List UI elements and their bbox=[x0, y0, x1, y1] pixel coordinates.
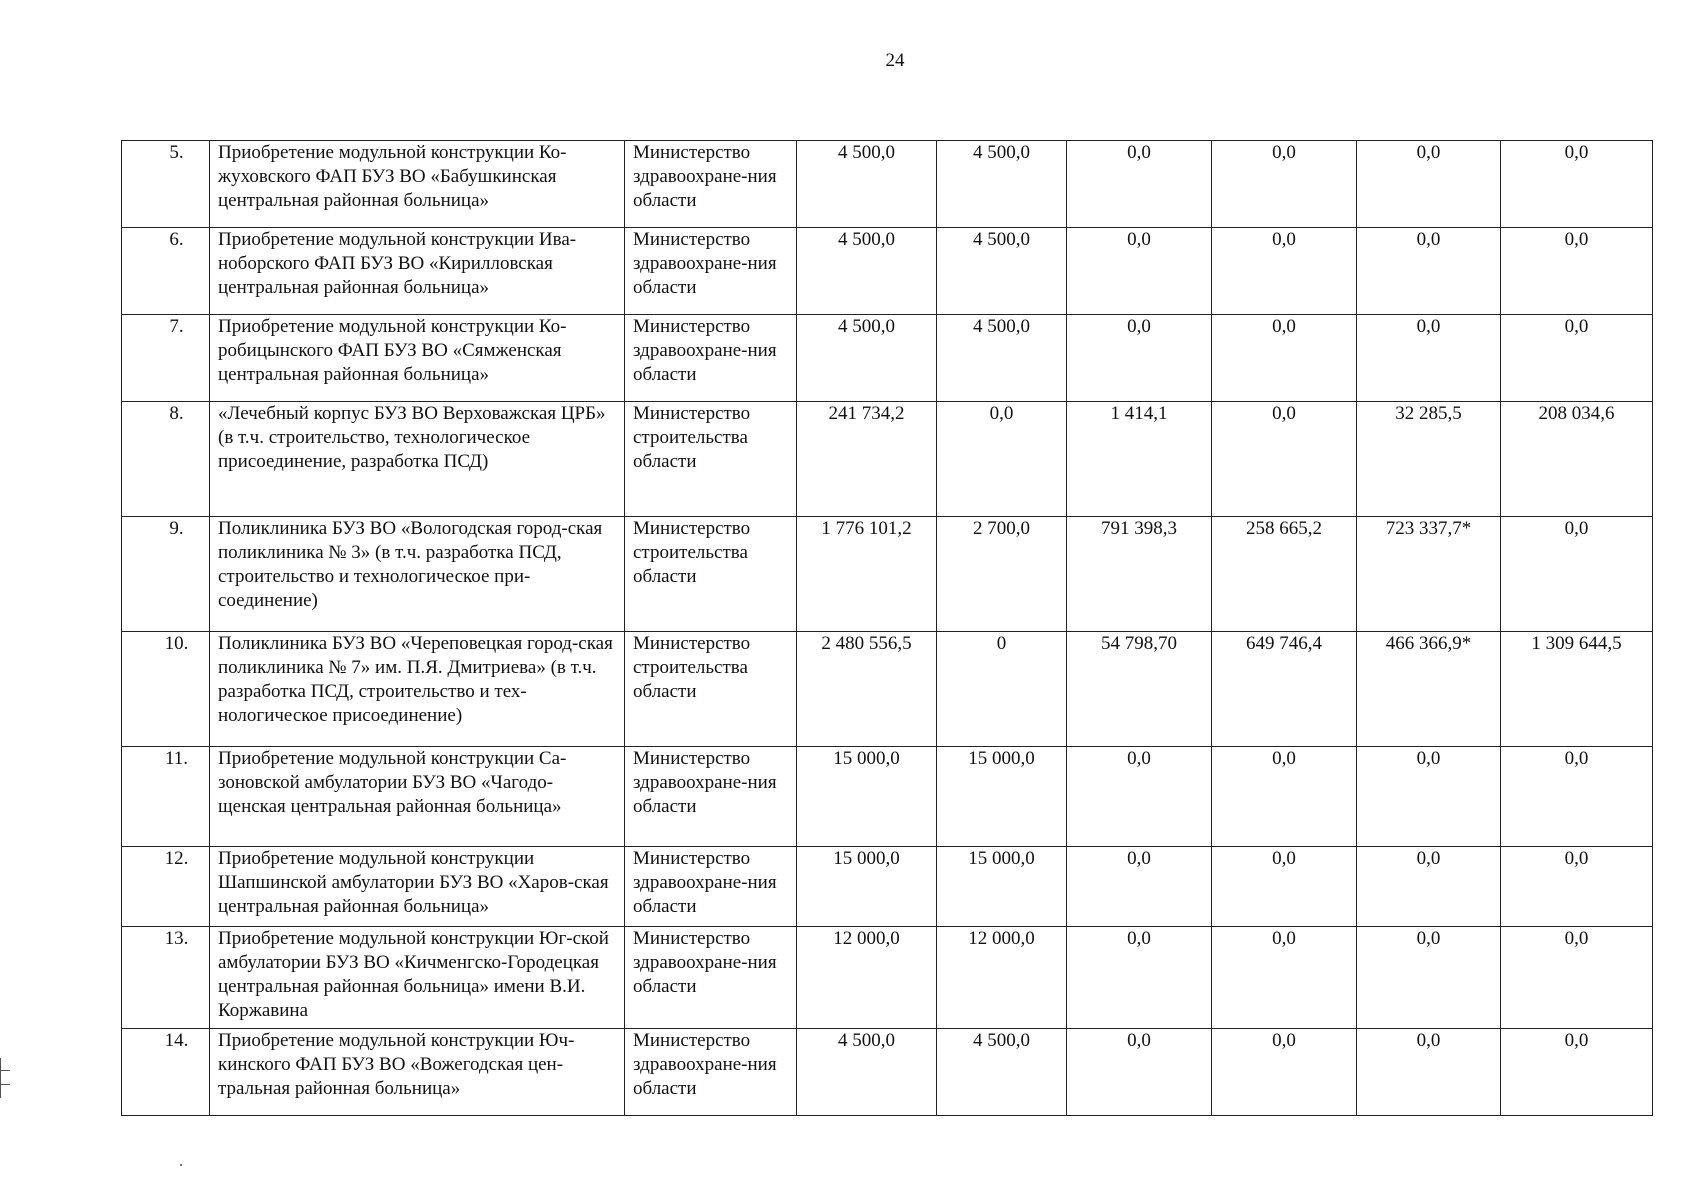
amount-cell: 0,0 bbox=[1357, 228, 1501, 315]
amount-cell: 4 500,0 bbox=[797, 315, 937, 402]
amount-cell: 2 480 556,5 bbox=[797, 632, 937, 747]
table-row bbox=[122, 1029, 1653, 1116]
amount-cell: 0,0 bbox=[1501, 517, 1653, 632]
row-number-cell: 12. bbox=[122, 847, 210, 927]
table-row bbox=[122, 402, 1653, 517]
table-row bbox=[122, 517, 1653, 632]
amount-cell: 0,0 bbox=[1067, 847, 1212, 927]
amount-cell: 0,0 bbox=[1067, 315, 1212, 402]
row-number-cell: 11. bbox=[122, 747, 210, 847]
object-name-cell: Поликлиника БУЗ ВО «Череповецкая город-ская поликлиника № 7» им. П.Я. Дмитриева» (в т.ч. разработка ПСД, строительство и тех-нологическое присоединение) bbox=[210, 632, 625, 747]
amount-cell: 0,0 bbox=[1357, 847, 1501, 927]
amount-cell: 0,0 bbox=[1067, 1029, 1212, 1116]
amount-cell: 0,0 bbox=[1501, 847, 1653, 927]
object-name-cell: Приобретение модульной конструкции Шапшинской амбулатории БУЗ ВО «Харов-ская центральная районная больница» bbox=[210, 847, 625, 927]
table-row bbox=[122, 927, 1653, 1029]
table-row bbox=[122, 632, 1653, 747]
object-name-cell: Приобретение модульной конструкции Са-зоновской амбулатории БУЗ ВО «Чагодо-щенская центральная районная больница» bbox=[210, 747, 625, 847]
amount-cell: 4 500,0 bbox=[937, 1029, 1067, 1116]
executor-cell: Министерство строительства области bbox=[625, 402, 797, 517]
amount-cell: 1 414,1 bbox=[1067, 402, 1212, 517]
amount-cell: 15 000,0 bbox=[797, 847, 937, 927]
amount-cell: 258 665,2 bbox=[1212, 517, 1357, 632]
amount-cell: 4 500,0 bbox=[797, 141, 937, 228]
amount-cell: 1 309 644,5 bbox=[1501, 632, 1653, 747]
object-name-cell: «Лечебный корпус БУЗ ВО Верховажская ЦРБ» (в т.ч. строительство, технологическое присоединение, разработка ПСД) bbox=[210, 402, 625, 517]
table-row bbox=[122, 847, 1653, 927]
objects-table bbox=[121, 140, 1653, 1116]
amount-cell: 0,0 bbox=[1501, 315, 1653, 402]
amount-cell: 54 798,70 bbox=[1067, 632, 1212, 747]
amount-cell: 32 285,5 bbox=[1357, 402, 1501, 517]
amount-cell: 15 000,0 bbox=[937, 747, 1067, 847]
table-row bbox=[122, 747, 1653, 847]
amount-cell: 4 500,0 bbox=[797, 228, 937, 315]
amount-cell: 0,0 bbox=[1212, 141, 1357, 228]
amount-cell: 466 366,9* bbox=[1357, 632, 1501, 747]
row-number-cell: 6. bbox=[122, 228, 210, 315]
amount-cell: 649 746,4 bbox=[1212, 632, 1357, 747]
amount-cell: 15 000,0 bbox=[797, 747, 937, 847]
amount-cell: 241 734,2 bbox=[797, 402, 937, 517]
amount-cell: 0,0 bbox=[1357, 927, 1501, 1029]
executor-cell: Министерство здравоохране-ния области bbox=[625, 747, 797, 847]
table-row bbox=[122, 141, 1653, 228]
object-name-cell: Приобретение модульной конструкции Ко-робицынского ФАП БУЗ ВО «Сямженская центральная районная больница» bbox=[210, 315, 625, 402]
row-number-cell: 5. bbox=[122, 141, 210, 228]
amount-cell: 0 bbox=[937, 632, 1067, 747]
amount-cell: 12 000,0 bbox=[797, 927, 937, 1029]
amount-cell: 0,0 bbox=[1212, 228, 1357, 315]
amount-cell: 0,0 bbox=[1357, 747, 1501, 847]
amount-cell: 0,0 bbox=[1212, 1029, 1357, 1116]
amount-cell: 0,0 bbox=[1212, 402, 1357, 517]
executor-cell: Министерство здравоохране-ния области bbox=[625, 228, 797, 315]
amount-cell: 0,0 bbox=[1212, 927, 1357, 1029]
amount-cell: 0,0 bbox=[1501, 1029, 1653, 1116]
amount-cell: 4 500,0 bbox=[937, 141, 1067, 228]
row-number-cell: 8. bbox=[122, 402, 210, 517]
amount-cell: 0,0 bbox=[1067, 747, 1212, 847]
amount-cell: 0,0 bbox=[1501, 228, 1653, 315]
scan-speck bbox=[180, 1164, 182, 1166]
table-body bbox=[122, 141, 1653, 1116]
amount-cell: 0,0 bbox=[1212, 847, 1357, 927]
amount-cell: 0,0 bbox=[1357, 315, 1501, 402]
executor-cell: Министерство строительства области bbox=[625, 517, 797, 632]
page-number: 24 bbox=[885, 50, 905, 71]
amount-cell: 0,0 bbox=[937, 402, 1067, 517]
table-row bbox=[122, 228, 1653, 315]
executor-cell: Министерство здравоохране-ния области bbox=[625, 927, 797, 1029]
margin-binding-mark bbox=[0, 1058, 11, 1098]
amount-cell: 0,0 bbox=[1357, 141, 1501, 228]
amount-cell: 4 500,0 bbox=[937, 315, 1067, 402]
amount-cell: 4 500,0 bbox=[797, 1029, 937, 1116]
row-number-cell: 7. bbox=[122, 315, 210, 402]
amount-cell: 0,0 bbox=[1501, 141, 1653, 228]
executor-cell: Министерство здравоохране-ния области bbox=[625, 315, 797, 402]
amount-cell: 0,0 bbox=[1067, 228, 1212, 315]
amount-cell: 0,0 bbox=[1212, 747, 1357, 847]
amount-cell: 4 500,0 bbox=[937, 228, 1067, 315]
amount-cell: 0,0 bbox=[1357, 1029, 1501, 1116]
amount-cell: 0,0 bbox=[1212, 315, 1357, 402]
object-name-cell: Приобретение модульной конструкции Ко-жуховского ФАП БУЗ ВО «Бабушкинская центральная районная больница» bbox=[210, 141, 625, 228]
executor-cell: Министерство здравоохране-ния области bbox=[625, 847, 797, 927]
object-name-cell: Приобретение модульной конструкции Юг-ской амбулатории БУЗ ВО «Кичменгско-Городецкая центральная районная больница» имени В.И. Коржавина bbox=[210, 927, 625, 1029]
amount-cell: 723 337,7* bbox=[1357, 517, 1501, 632]
amount-cell: 12 000,0 bbox=[937, 927, 1067, 1029]
row-number-cell: 10. bbox=[122, 632, 210, 747]
amount-cell: 0,0 bbox=[1067, 927, 1212, 1029]
amount-cell: 0,0 bbox=[1067, 141, 1212, 228]
executor-cell: Министерство здравоохране-ния области bbox=[625, 141, 797, 228]
object-name-cell: Поликлиника БУЗ ВО «Вологодская город-ская поликлиника № 3» (в т.ч. разработка ПСД, строительство и технологическое при-соединение) bbox=[210, 517, 625, 632]
amount-cell: 791 398,3 bbox=[1067, 517, 1212, 632]
executor-cell: Министерство строительства области bbox=[625, 632, 797, 747]
amount-cell: 15 000,0 bbox=[937, 847, 1067, 927]
amount-cell: 0,0 bbox=[1501, 927, 1653, 1029]
row-number-cell: 9. bbox=[122, 517, 210, 632]
amount-cell: 2 700,0 bbox=[937, 517, 1067, 632]
amount-cell: 208 034,6 bbox=[1501, 402, 1653, 517]
object-name-cell: Приобретение модульной конструкции Ива-ноборского ФАП БУЗ ВО «Кирилловская центральная районная больница» bbox=[210, 228, 625, 315]
amount-cell: 1 776 101,2 bbox=[797, 517, 937, 632]
row-number-cell: 13. bbox=[122, 927, 210, 1029]
object-name-cell: Приобретение модульной конструкции Юч-кинского ФАП БУЗ ВО «Вожегодская цен-тральная районная больница» bbox=[210, 1029, 625, 1116]
executor-cell: Министерство здравоохране-ния области bbox=[625, 1029, 797, 1116]
row-number-cell: 14. bbox=[122, 1029, 210, 1116]
amount-cell: 0,0 bbox=[1501, 747, 1653, 847]
table-row bbox=[122, 315, 1653, 402]
